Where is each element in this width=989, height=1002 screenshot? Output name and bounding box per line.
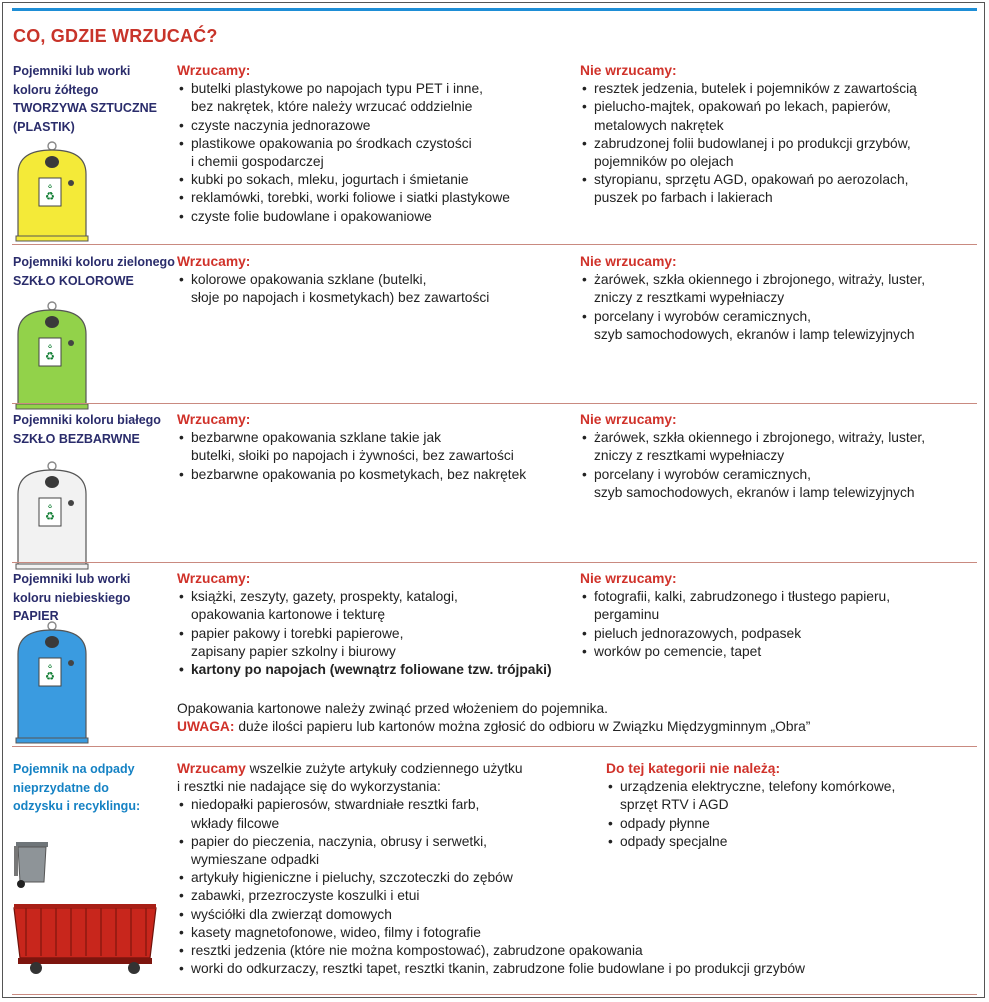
rejected-item-line: fotografii, kalki, zabrudzonego i tłustego papieru, <box>594 589 891 605</box>
rejected-list <box>606 778 895 851</box>
rejected-item-line: pieluch jednorazowych, podpasek <box>594 625 802 641</box>
rejected-item <box>580 135 917 171</box>
accepted-item-line: bez nakrętek, które należy wrzucać oddzielnie <box>191 99 473 115</box>
rejected-item-line: szyb samochodowych, ekranów i lamp telewizyjnych <box>594 326 915 342</box>
accepted-item-line: kartony po napojach (wewnątrz foliowane tzw. trójpaki) <box>191 662 552 678</box>
rejected-heading: Nie wrzucamy: <box>580 412 677 427</box>
warning-line <box>177 718 810 736</box>
rejected-item <box>606 815 895 833</box>
bin-category-label <box>13 760 140 816</box>
accepted-item-line: kasety magnetofonowe, wideo, filmy i fotografie <box>191 924 481 940</box>
rejected-column <box>580 411 925 502</box>
accepted-item-line: bezbarwne opakowania szklane takie jak <box>191 430 442 446</box>
rejected-item <box>580 98 917 134</box>
accepted-item <box>177 271 489 307</box>
accepted-item <box>177 135 510 171</box>
svg-text:♻: ♻ <box>47 504 53 510</box>
category-line: odzysku i recyklingu: <box>13 799 141 813</box>
accepted-item <box>177 208 510 226</box>
accepted-item <box>177 960 805 978</box>
rejected-item-line: metalowych nakrętek <box>594 117 724 133</box>
accepted-item-line: worki do odkurzaczy, resztki tapet, resztki tkanin, zabrudzone folie budowlane i po produkcji grzybów <box>191 961 806 977</box>
category-line: Pojemniki koloru zielonego <box>13 255 175 269</box>
rejected-item-line: zabrudzonej folii budowlanej i po produkcji grzybów, <box>594 135 911 151</box>
rejected-item <box>580 625 890 643</box>
rejected-item-line: żarówek, szkła okiennego i zbrojonego, witraży, luster, <box>594 430 926 446</box>
rejected-heading: Do tej kategorii nie należą: <box>606 761 781 776</box>
accepted-item <box>177 869 805 887</box>
rejected-item <box>580 171 917 207</box>
accepted-item-line: zabawki, przezroczyste koszulki i etui <box>191 888 420 904</box>
rejected-item <box>580 466 925 502</box>
accepted-item <box>177 117 510 135</box>
svg-text:♻: ♻ <box>45 510 55 523</box>
svg-text:♻: ♻ <box>47 184 53 190</box>
recycling-bin-icon <box>14 300 90 410</box>
category-line: Pojemniki lub worki <box>13 572 131 586</box>
category-line: PAPIER <box>13 609 59 623</box>
accepted-item <box>177 429 526 465</box>
accepted-item-line: resztki jedzenia (które nie można kompostować), zabrudzone opakowania <box>191 943 643 959</box>
rejected-item-line: odpady specjalne <box>620 833 728 849</box>
accepted-item-line: i chemii gospodarczej <box>191 154 324 170</box>
rejected-item-line: żarówek, szkła okiennego i zbrojonego, witraży, luster, <box>594 272 926 288</box>
accepted-item <box>177 924 805 942</box>
accepted-item-line: czyste folie budowlane i opakowaniowe <box>191 208 432 224</box>
rejected-item-line: zniczy z resztkami wypełniaczy <box>594 290 785 306</box>
paper-note-text: Opakowania kartonowe należy zwinąć przed włożeniem do pojemnika. <box>177 701 608 716</box>
rejected-item-line: resztek jedzenia, butelek i pojemników z zawartością <box>594 81 917 97</box>
accepted-heading: Wrzucamy: <box>177 63 251 78</box>
rejected-item-line: porcelany i wyrobów ceramicznych, <box>594 466 811 482</box>
category-line: koloru żółtego <box>13 82 99 97</box>
bin-category-label <box>13 570 130 626</box>
rejected-item-line: puszek po farbach i lakierach <box>594 190 773 206</box>
rejected-list <box>580 588 890 661</box>
category-line: (PLASTIK) <box>13 119 75 134</box>
accepted-item-line: czyste naczynia jednorazowe <box>191 117 371 133</box>
category-line: SZKŁO KOLOROWE <box>13 273 134 288</box>
rejected-column <box>580 253 925 344</box>
accepted-item-line: kolorowe opakowania szklane (butelki, <box>191 272 427 288</box>
bin-category-label <box>13 253 175 290</box>
rejected-item <box>606 778 895 814</box>
rejected-list <box>580 80 917 207</box>
warning-text: duże ilości papieru lub kartonów można zgłosić do odbioru w Związku Międzygminnym „Obra” <box>238 719 811 735</box>
accepted-item-line: kubki po sokach, mleku, jogurtach i śmietanie <box>191 172 469 188</box>
svg-text:♻: ♻ <box>45 670 55 683</box>
rejected-list <box>580 429 925 502</box>
accepted-column <box>177 570 552 679</box>
mixed-intro-line: wszelkie zużyte artykuły codziennego użytku <box>249 761 523 776</box>
rejected-column <box>580 570 890 661</box>
rejected-column <box>606 760 895 851</box>
accepted-item-line: artykuły higieniczne i pieluchy, szczoteczki do zębów <box>191 870 513 886</box>
section-separator <box>12 244 977 245</box>
rejected-item-line: porcelany i wyrobów ceramicznych, <box>594 308 811 324</box>
accepted-item-line: wyściółki dla zwierząt domowych <box>191 906 392 922</box>
bin-category-label <box>13 411 161 448</box>
svg-text:♻: ♻ <box>45 190 55 203</box>
roll-off-container-icon <box>12 898 158 978</box>
recycling-bin-icon <box>14 460 90 570</box>
accepted-item <box>177 189 510 207</box>
rejected-item-line: pielucho-majtek, opakowań po lekach, papierów, <box>594 99 891 115</box>
rejected-column <box>580 62 917 208</box>
accepted-item <box>177 588 552 624</box>
accepted-heading: Wrzucamy: <box>177 254 251 269</box>
accepted-item-line: bezbarwne opakowania po kosmetykach, bez nakrętek <box>191 466 527 482</box>
rejected-item-line: odpady płynne <box>620 815 710 831</box>
accepted-item-line: zapisany papier szkolny i biurowy <box>191 643 396 659</box>
rejected-item-line: zniczy z resztkami wypełniaczy <box>594 448 785 464</box>
accepted-item-line: reklamówki, torebki, worki foliowe i siatki plastykowe <box>191 190 510 206</box>
mixed-intro-line: i resztki nie nadające się do wykorzystania: <box>177 779 441 795</box>
rejected-item <box>580 80 917 98</box>
rejected-heading: Nie wrzucamy: <box>580 254 677 269</box>
wheelie-bin-icon <box>12 838 52 890</box>
accepted-heading: Wrzucamy <box>177 761 246 776</box>
rejected-item-line: pojemników po olejach <box>594 154 734 170</box>
accepted-item-line: papier pakowy i torebki papierowe, <box>191 625 404 641</box>
accepted-item <box>177 80 510 116</box>
rejected-list <box>580 271 925 344</box>
accepted-item <box>177 887 805 905</box>
svg-text:♻: ♻ <box>47 664 53 670</box>
rejected-item <box>580 588 890 624</box>
category-line: Pojemniki koloru białego <box>13 413 161 427</box>
accepted-item-line: wymieszane odpadki <box>191 852 320 868</box>
accepted-list <box>177 80 510 226</box>
accepted-item-line: słoje po napojach i kosmetykach) bez zawartości <box>191 290 490 306</box>
accepted-item-line: niedopałki papierosów, stwardniałe resztki farb, <box>191 797 480 813</box>
category-line: koloru niebieskiego <box>13 590 131 605</box>
recycling-bin-icon <box>14 140 90 242</box>
accepted-list <box>177 429 526 484</box>
paper-note <box>177 700 810 736</box>
page-title: CO, GDZIE WRZUCAĆ? <box>13 26 218 46</box>
accepted-item-line: butelki, słoiki po napojach i żywności, bez zawartości <box>191 448 514 464</box>
accepted-item <box>177 625 552 661</box>
accepted-item <box>177 466 526 484</box>
recycling-bin-icon <box>14 620 90 744</box>
accepted-item-line: plastikowe opakowania po środkach czystości <box>191 135 472 151</box>
section-separator <box>12 994 977 995</box>
category-line: Pojemnik na odpady <box>13 762 135 776</box>
bin-category-label <box>13 62 157 136</box>
section-separator <box>12 403 977 404</box>
rejected-heading: Nie wrzucamy: <box>580 63 677 78</box>
category-line: Pojemniki lub worki <box>13 64 131 78</box>
rejected-item-line: styropianu, sprzętu AGD, opakowań po aerozolach, <box>594 172 909 188</box>
accepted-column <box>177 62 510 226</box>
rejected-item <box>580 643 890 661</box>
rejected-item-line: urządzenia elektryczne, telefony komórkowe, <box>620 779 896 795</box>
accepted-item-line: książki, zeszyty, gazety, prospekty, katalogi, <box>191 589 458 605</box>
rejected-item <box>580 271 925 307</box>
rejected-item-line: worków po cemencie, tapet <box>594 643 762 659</box>
accepted-item <box>177 171 510 189</box>
rejected-item-line: pergaminu <box>594 607 660 623</box>
accepted-list <box>177 271 489 307</box>
section-separator <box>12 746 977 747</box>
category-line: nieprzydatne do <box>13 780 109 795</box>
accepted-column <box>177 411 526 484</box>
rejected-heading: Nie wrzucamy: <box>580 571 677 586</box>
accepted-list <box>177 588 552 679</box>
accepted-item <box>177 661 552 679</box>
accepted-column <box>177 253 489 308</box>
warning-label: UWAGA: <box>177 719 235 735</box>
accepted-item-line: opakowania kartonowe i tekturę <box>191 607 386 623</box>
accepted-item <box>177 906 805 924</box>
top-rule <box>12 8 977 11</box>
accepted-heading: Wrzucamy: <box>177 571 251 586</box>
accepted-item-line: wkłady filcowe <box>191 815 280 831</box>
category-line: SZKŁO BEZBARWNE <box>13 431 140 446</box>
rejected-item <box>580 308 925 344</box>
category-line: TWORZYWA SZTUCZNE <box>13 101 157 115</box>
accepted-item <box>177 942 805 960</box>
rejected-item-line: szyb samochodowych, ekranów i lamp telewizyjnych <box>594 484 915 500</box>
rejected-item-line: sprzęt RTV i AGD <box>620 797 729 813</box>
svg-text:♻: ♻ <box>47 344 53 350</box>
rejected-item <box>606 833 895 851</box>
accepted-heading: Wrzucamy: <box>177 412 251 427</box>
section-separator <box>12 562 977 563</box>
svg-text:♻: ♻ <box>45 350 55 363</box>
accepted-item-line: papier do pieczenia, naczynia, obrusy i serwetki, <box>191 833 488 849</box>
accepted-item-line: butelki plastykowe po napojach typu PET i inne, <box>191 81 483 97</box>
rejected-item <box>580 429 925 465</box>
